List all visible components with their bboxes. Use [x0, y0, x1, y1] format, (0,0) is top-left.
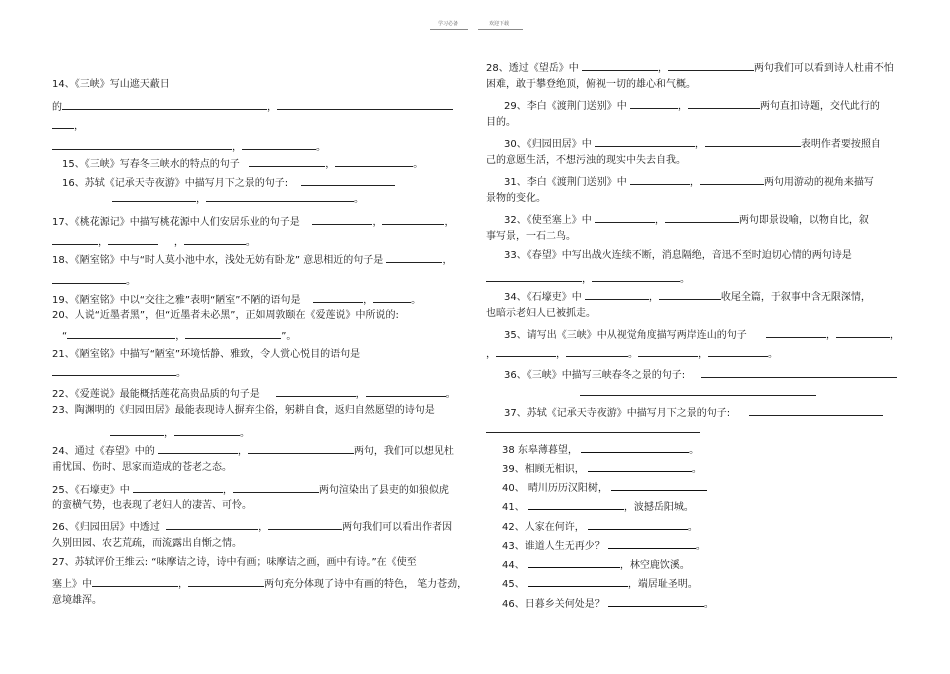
question-35: 35、请写出《三峡》中从视觉角度描写两岸连山的句子 ， ， — [504, 326, 900, 342]
answer-blank[interactable] — [110, 424, 164, 436]
answer-blank[interactable] — [688, 97, 760, 109]
question-25: 25、《石壕吏》中 ， 两句渲染出了县吏的如狼似虎 — [52, 481, 449, 497]
question-23-answer: ， 。 — [110, 424, 250, 440]
question-18-answer: 。 — [52, 272, 136, 288]
question-38: 38 东皋薄暮望， 。 — [502, 441, 699, 457]
answer-blank[interactable] — [701, 366, 897, 378]
question-37-answer — [486, 421, 700, 437]
question-20-answer: “ ， ”。 — [62, 327, 296, 343]
answer-blank[interactable] — [638, 345, 698, 357]
question-20: 20、人说“近墨者黑”，但“近墨者未必黑”，正如周敦颐在《爱莲说》中所说的: — [52, 310, 399, 321]
answer-blank[interactable] — [52, 272, 126, 284]
question-44: 44、 ，林空鹿饮溪。 — [502, 556, 690, 572]
answer-blank[interactable] — [277, 98, 453, 110]
answer-blank[interactable] — [836, 326, 890, 338]
answer-blank[interactable] — [665, 211, 739, 223]
answer-blank[interactable] — [580, 384, 816, 396]
question-14-answer-cont: ， 。 — [52, 138, 326, 154]
question-16-answer: ， 。 — [112, 190, 364, 206]
question-24-cont: 甫忧国、伤时、思家而造成的苍老之态。 — [52, 462, 232, 473]
question-30-cont: 己的意愿生活，不想污浊的现实中失去自我。 — [486, 155, 686, 166]
question-31: 31、李白《渡荆门送别》中 ， 两句用游动的视角来描写 — [504, 173, 874, 189]
question-21-answer: 。 — [52, 364, 186, 380]
question-17: 17、《桃花源记》中描写桃花源中人们安居乐业的句子是 ， ， — [52, 213, 454, 229]
question-36: 36、《三峡》中描写三峡春冬之景的句子: — [504, 366, 897, 382]
page-header — [0, 20, 950, 36]
question-26-cont: 久别田园、农艺荒疏，而流露出自惭之情。 — [52, 538, 242, 549]
answer-blank[interactable] — [486, 270, 582, 282]
answer-blank[interactable] — [67, 327, 175, 339]
question-19: 19、《陋室铭》中以“交往之雅”表明“陋室”不陋的语句是 ， 。 — [52, 291, 421, 307]
answer-blank[interactable] — [581, 441, 689, 453]
question-26: 26、《归园田居》中透过 ， 两句我们可以看出作者因 — [52, 518, 452, 534]
question-45: 45、 ，端居耻圣明。 — [502, 575, 698, 591]
question-28-cont: 困难，敢于攀登绝顶，俯视一切的雄心和气概。 — [486, 79, 696, 90]
answer-blank[interactable] — [184, 233, 246, 245]
answer-blank[interactable] — [158, 442, 238, 454]
answer-blank[interactable] — [592, 270, 680, 282]
header-rule — [478, 29, 523, 30]
answer-blank[interactable] — [373, 291, 411, 303]
answer-blank[interactable] — [595, 135, 695, 147]
header-left-text: 学习必备 — [438, 21, 459, 27]
question-41: 41、 ，波撼岳阳城。 — [502, 498, 694, 514]
question-14-answer: 的 ， — [52, 98, 453, 114]
question-28: 28、透过《望岳》中 ， 两句我们可以看到诗人杜甫不怕 — [486, 59, 894, 75]
question-29-cont: 目的。 — [486, 117, 516, 128]
answer-blank[interactable] — [249, 155, 325, 167]
answer-blank[interactable] — [611, 479, 707, 491]
question-23: 23、陶渊明的《归园田居》最能表现诗人摒弃尘俗，躬耕自食，返归自然愿望的诗句是 — [52, 405, 435, 416]
question-25-cont: 的蛮横气势，也表现了老妇人的凄苦、可怜。 — [52, 500, 252, 511]
answer-blank[interactable] — [62, 98, 267, 110]
question-35-answer: ， ， 。 ， 。 — [486, 345, 778, 361]
answer-blank[interactable] — [582, 59, 658, 71]
answer-blank[interactable] — [366, 385, 446, 397]
answer-blank[interactable] — [312, 213, 372, 225]
answer-blank[interactable] — [276, 385, 356, 397]
answer-blank[interactable] — [188, 575, 264, 587]
question-14-answer-cont: ， — [52, 117, 84, 133]
answer-blank[interactable] — [705, 135, 801, 147]
answer-blank[interactable] — [112, 190, 196, 202]
question-37: 37、苏轼《记承天寺夜游》中描写月下之景的句子: — [504, 404, 883, 420]
answer-blank[interactable] — [313, 291, 363, 303]
answer-blank[interactable] — [335, 155, 413, 167]
answer-blank[interactable] — [233, 481, 319, 493]
answer-blank[interactable] — [52, 364, 176, 376]
question-34-cont: 也暗示老妇人已被抓走。 — [486, 308, 596, 319]
answer-blank[interactable] — [185, 327, 281, 339]
answer-blank[interactable] — [528, 575, 628, 587]
header-rule — [430, 29, 468, 30]
header-right-text: 欢迎下载 — [489, 21, 510, 27]
question-27-cont: 意境雄浑。 — [52, 595, 102, 606]
question-16: 16、苏轼《记承天寺夜游》中描写月下之景的句子: — [62, 174, 395, 190]
answer-blank[interactable] — [566, 345, 628, 357]
question-22: 22、《爱莲说》最能概括莲花高贵品质的句子是 ， 。 — [52, 385, 456, 401]
question-18: 18、《陋室铭》中与“时人莫小池中水，浅处无妨有卧龙” 意思相近的句子是 ， — [52, 251, 452, 267]
answer-blank[interactable] — [486, 421, 700, 433]
answer-blank[interactable] — [301, 174, 395, 186]
answer-blank[interactable] — [528, 556, 620, 568]
question-32-cont: 事写景，一石二鸟。 — [486, 231, 576, 242]
answer-blank[interactable] — [248, 442, 354, 454]
answer-blank[interactable] — [659, 288, 721, 300]
question-27: 27、苏轼评价王维云: “味摩诘之诗，诗中有画；味摩诘之画，画中有诗。”在《使至 — [52, 557, 417, 568]
answer-blank[interactable] — [749, 404, 883, 416]
question-42: 42、人家在何许， 。 — [502, 518, 698, 534]
answer-blank[interactable] — [630, 173, 690, 185]
answer-blank[interactable] — [206, 190, 354, 202]
question-34: 34、《石壕吏》中 ， 收尾全篇，于叙事中含无限深情， — [504, 288, 871, 304]
answer-blank[interactable] — [588, 460, 692, 472]
answer-blank[interactable] — [585, 288, 649, 300]
answer-blank[interactable] — [630, 97, 678, 109]
answer-blank[interactable] — [588, 518, 688, 530]
question-14: 14、《三峡》写山遮天蔽日 — [52, 79, 170, 90]
answer-blank[interactable] — [386, 251, 442, 263]
question-31-cont: 景物的变化。 — [486, 193, 546, 204]
answer-blank[interactable] — [700, 173, 764, 185]
question-46: 46、日暮乡关何处是？ 。 — [502, 595, 714, 611]
answer-blank[interactable] — [166, 518, 258, 530]
question-29: 29、李白《渡荆门送别》中 ， 两句直扣诗题，交代此行的 — [504, 97, 880, 113]
answer-blank[interactable] — [766, 326, 826, 338]
answer-blank[interactable] — [174, 424, 240, 436]
answer-blank[interactable] — [52, 233, 98, 245]
answer-blank[interactable] — [268, 518, 342, 530]
answer-blank[interactable] — [708, 345, 768, 357]
question-40: 40、 晴川历历汉阳树， — [502, 479, 707, 495]
answer-blank[interactable] — [668, 59, 754, 71]
answer-blank[interactable] — [52, 117, 74, 129]
question-39: 39、相顾无相识， 。 — [502, 460, 702, 476]
question-36-answer — [580, 384, 816, 400]
question-21: 21、《陋室铭》中描写“陋室”环境恬静、雅致，令人赏心悦目的语句是 — [52, 349, 361, 360]
answer-blank[interactable] — [108, 233, 158, 245]
question-33-answer: ， 。 — [486, 270, 690, 286]
answer-blank[interactable] — [608, 537, 696, 549]
question-32: 32、《使至塞上》中 ， 两句即景设喻，以物自比，叙 — [504, 211, 869, 227]
answer-blank[interactable] — [52, 138, 232, 150]
question-24: 24、通过《春望》中的 ， 两句，我们可以想见杜 — [52, 442, 454, 458]
question-15: 15、《三峡》写春冬三峡水的特点的句子 ， 。 — [62, 155, 423, 171]
question-33: 33、《春望》中写出战火连续不断，消息隔绝，音迅不至时迫切心情的两句诗是 — [504, 250, 852, 261]
question-17-answer: ， ， 。 — [52, 233, 256, 249]
answer-blank[interactable] — [608, 595, 704, 607]
question-27-answer: 塞上》中 ， 两句充分体现了诗中有画的特色， 笔力苍劲， — [52, 575, 467, 591]
answer-blank[interactable] — [242, 138, 316, 150]
answer-blank[interactable] — [382, 213, 444, 225]
question-43: 43、谁道人生无再少？ 。 — [502, 537, 706, 553]
answer-blank[interactable] — [92, 575, 178, 587]
question-30: 30、《归园田居》中 ， 表明作者要按照自 — [504, 135, 881, 151]
answer-blank[interactable] — [496, 345, 556, 357]
answer-blank[interactable] — [595, 211, 655, 223]
answer-blank[interactable] — [133, 481, 223, 493]
answer-blank[interactable] — [528, 498, 624, 510]
